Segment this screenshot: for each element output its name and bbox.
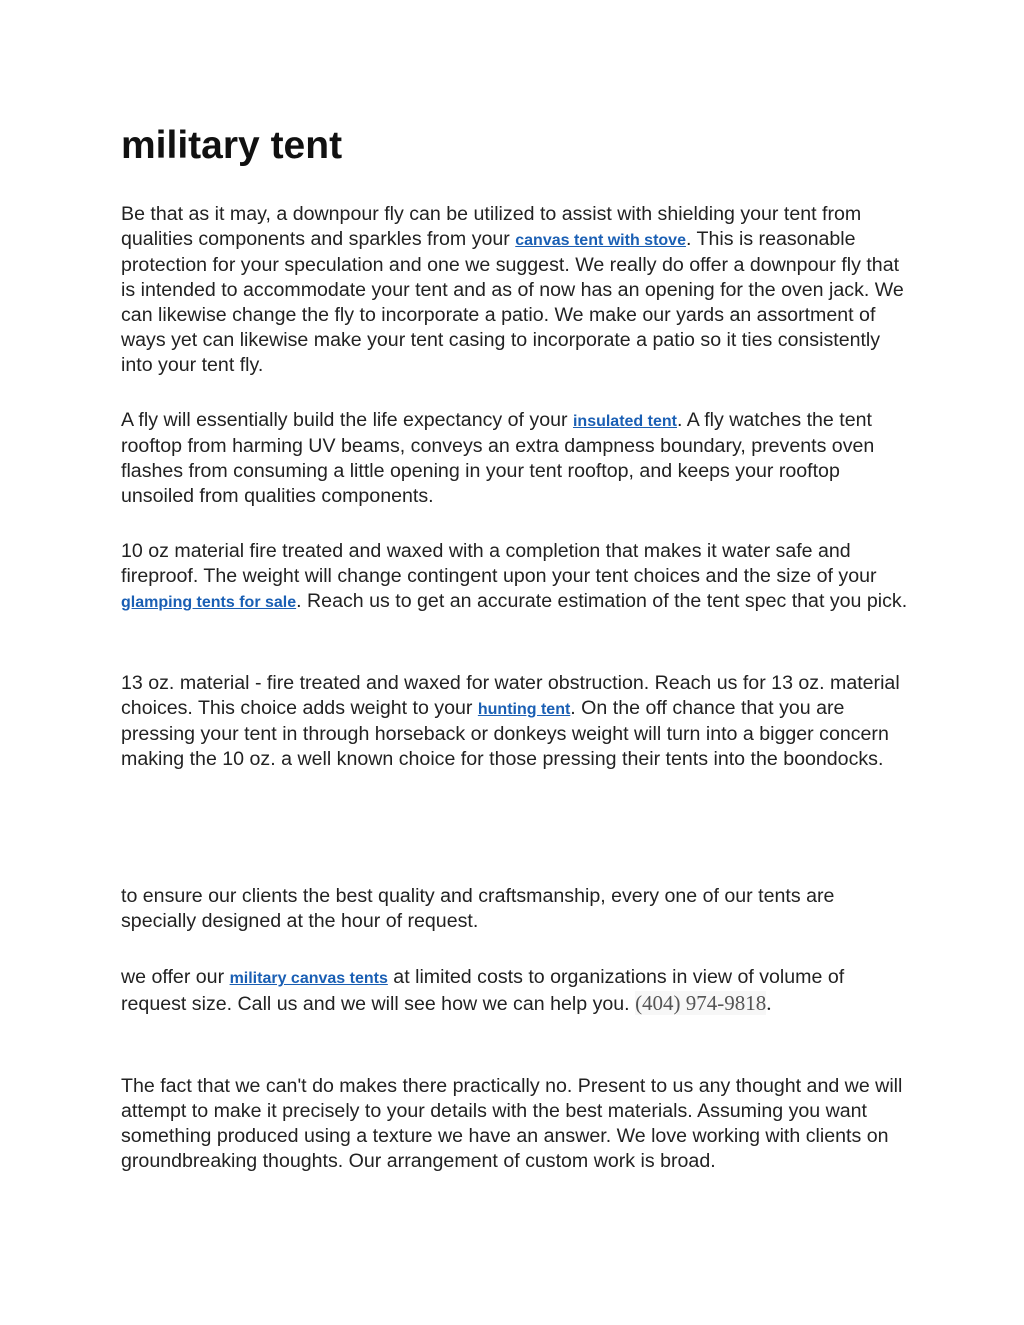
link-glamping-tents-for-sale[interactable]: glamping tents for sale [121, 594, 297, 611]
link-canvas-tent-with-stove[interactable]: canvas tent with stove [515, 232, 686, 249]
paragraph-text: Be that as it may, a downpour fly can be utilized to assist with shielding your tent from qualities components and sparkles from your [121, 203, 862, 250]
paragraph-text: . [766, 991, 772, 1015]
paragraph-13oz-material [121, 671, 911, 772]
paragraph-text: 10 oz material fire treated and waxed with a completion that makes it water safe and fireproof. The weight will change contingent upon your tent choices and the size of your [121, 540, 877, 587]
paragraph-quality [121, 884, 911, 934]
paragraph-fly-life [121, 408, 911, 509]
paragraph-custom-work [121, 1074, 911, 1174]
link-hunting-tent[interactable]: hunting tent [477, 701, 571, 718]
paragraph-text: The fact that we can't do makes there practically no. Present to us any thought and we will attempt to make it precisely to your details with the best materials. Assuming you want something produced using a texture we have an answer. We love working with clients on groundbreaking thoughts. Our arrangement of custom work is broad. [121, 1075, 903, 1172]
paragraph-text: 13 oz. material - fire treated and waxed for water obstruction. Reach us for 13 oz. material choices. This choice adds weight to your [121, 672, 900, 719]
paragraph-10oz-material [121, 539, 911, 615]
paragraph-text: . Reach us to get an accurate estimation of the tent spec that you pick. [296, 590, 908, 612]
paragraph-rain-fly [121, 202, 911, 378]
paragraph-offer [121, 965, 911, 1017]
link-military-canvas-tents[interactable]: military canvas tents [229, 970, 388, 987]
page-title: military tent [121, 124, 343, 167]
paragraph-text: . A fly watches the tent rooftop from harming UV beams, conveys an extra dampness boundary, prevents oven flashes from consuming a little opening in your tent rooftop, and keeps your rooftop unsoiled from qualities components. [121, 409, 875, 507]
paragraph-text: . This is reasonable protection for your speculation and one we suggest. We really do offer a downpour fly that is intended to accommodate your tent and as of now has an opening for the oven jack. We can likewise change the fly to incorporate a patio. We make our yards an assortment of ways yet can likewise make your tent casing to incorporate a patio so it ties consistently into your tent fly. [121, 228, 904, 376]
paragraph-text: . On the off chance that you are pressing your tent in through horseback or donkeys weight will turn into a bigger concern making the 10 oz. a well known choice for those pressing their tents into the boondocks. [121, 697, 889, 770]
link-insulated-tent[interactable]: insulated tent [572, 413, 677, 430]
paragraph-text: to ensure our clients the best quality and craftsmanship, every one of our tents are specially designed at the hour of request. [121, 885, 835, 932]
phone-number: (404) 974-9818 [635, 991, 767, 1015]
paragraph-text: A fly will essentially build the life expectancy of your [121, 409, 573, 431]
paragraph-text: we offer our [121, 966, 230, 988]
paragraph-text: at limited costs to organizations in view of volume of request size. Call us and we will see how we can help you. [121, 966, 845, 1015]
